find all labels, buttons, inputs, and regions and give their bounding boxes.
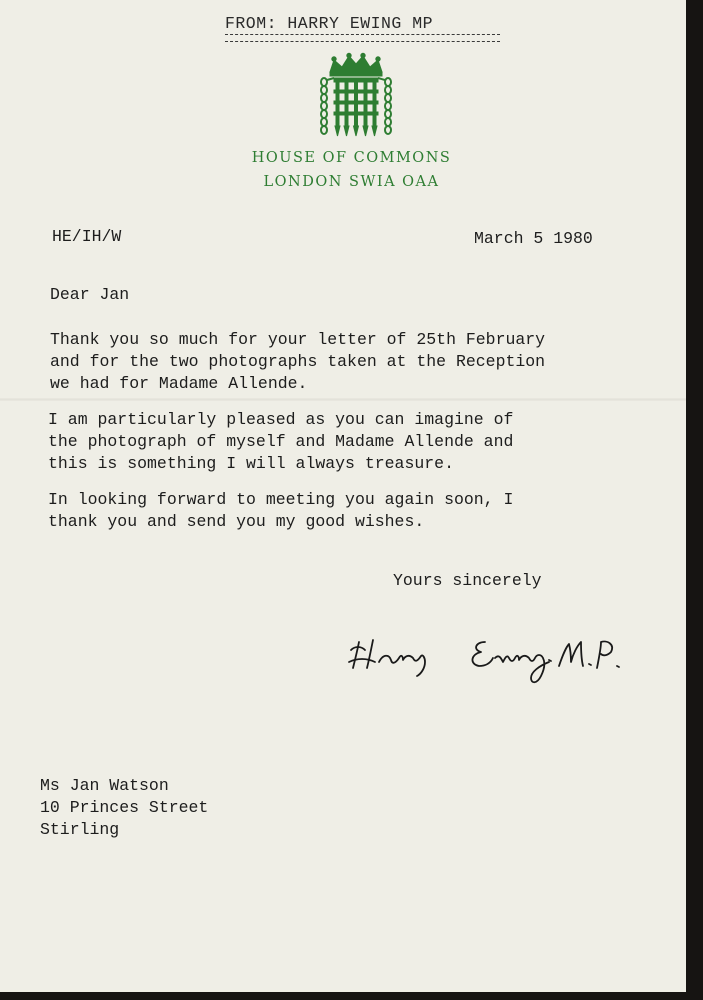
paper-fold <box>0 398 686 401</box>
signature <box>345 628 665 688</box>
recipient-city: Stirling <box>40 820 120 839</box>
reference-code: HE/IH/W <box>52 227 122 246</box>
body-paragraph-2: I am particularly pleased as you can imagine of the photograph of myself and Madame Allende and this is something I will always treasure. <box>48 410 514 473</box>
letter-date: March 5 1980 <box>474 229 593 248</box>
salutation: Dear Jan <box>50 285 130 304</box>
body-paragraph-1: Thank you so much for your letter of 25th February and for the two photographs taken at the Reception we had for Madame Allende. <box>50 330 546 393</box>
organization-address: LONDON SWIA OAA <box>263 174 440 190</box>
from-underline <box>225 34 500 42</box>
portcullis-crest-icon <box>316 52 396 142</box>
closing: Yours sincerely <box>393 571 542 590</box>
body-paragraph-3: In looking forward to meeting you again soon, I thank you and send you my good wishes. <box>48 490 514 531</box>
recipient-street: 10 Princes Street <box>40 798 209 817</box>
from-line: FROM: HARRY EWING MP <box>225 14 434 33</box>
recipient-name: Ms Jan Watson <box>40 776 169 795</box>
organization-name: HOUSE OF COMMONS <box>251 150 452 166</box>
